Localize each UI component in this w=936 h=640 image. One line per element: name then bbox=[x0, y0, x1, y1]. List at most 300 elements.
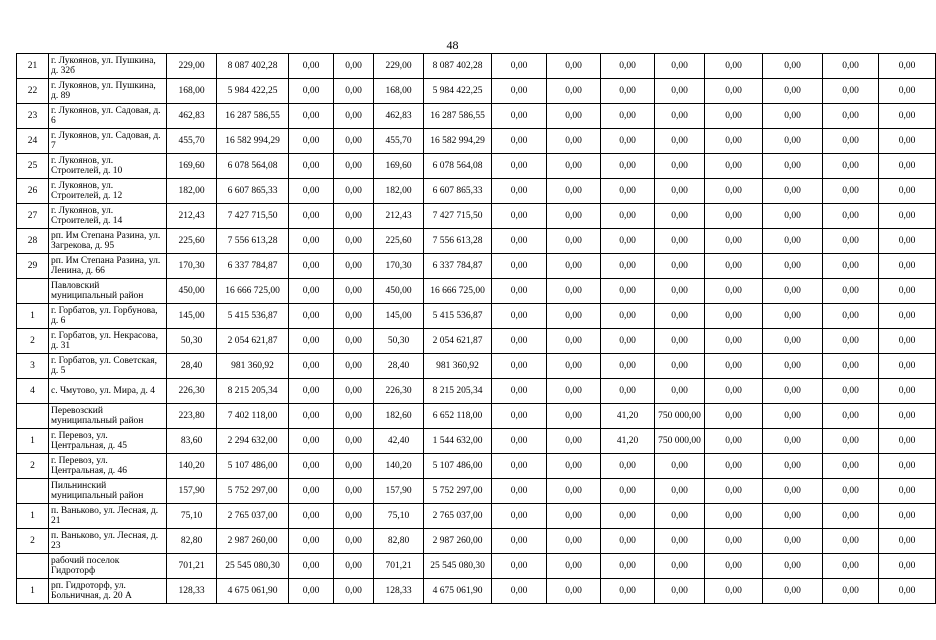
value-cell: 0,00 bbox=[492, 379, 547, 404]
value-cell: 0,00 bbox=[492, 104, 547, 129]
value-cell: 0,00 bbox=[823, 354, 879, 379]
value-cell: 16 582 994,29 bbox=[217, 129, 289, 154]
value-cell: 0,00 bbox=[823, 379, 879, 404]
value-cell: 0,00 bbox=[655, 454, 705, 479]
value-cell: 0,00 bbox=[601, 304, 655, 329]
value-cell: 0,00 bbox=[705, 204, 763, 229]
value-cell: 0,00 bbox=[334, 254, 374, 279]
value-cell: 7 402 118,00 bbox=[217, 404, 289, 429]
value-cell: 0,00 bbox=[492, 404, 547, 429]
value-cell: 8 087 402,28 bbox=[217, 54, 289, 79]
value-cell: 0,00 bbox=[334, 304, 374, 329]
value-cell: 25 545 080,30 bbox=[424, 554, 492, 579]
value-cell: 0,00 bbox=[763, 554, 823, 579]
value-cell: 0,00 bbox=[823, 129, 879, 154]
row-number-cell: 23 bbox=[17, 104, 49, 129]
value-cell: 75,10 bbox=[374, 504, 424, 529]
value-cell: 0,00 bbox=[763, 279, 823, 304]
value-cell: 0,00 bbox=[547, 279, 601, 304]
address-cell: г. Горбатов, ул. Некрасова, д. 31 bbox=[49, 329, 167, 354]
value-cell: 6 078 564,08 bbox=[217, 154, 289, 179]
value-cell: 455,70 bbox=[167, 129, 217, 154]
value-cell: 0,00 bbox=[705, 504, 763, 529]
value-cell: 0,00 bbox=[879, 204, 936, 229]
value-cell: 0,00 bbox=[763, 304, 823, 329]
value-cell: 0,00 bbox=[334, 504, 374, 529]
value-cell: 0,00 bbox=[763, 129, 823, 154]
address-cell: рабочий поселок Гидроторф bbox=[49, 554, 167, 579]
value-cell: 0,00 bbox=[823, 304, 879, 329]
value-cell: 0,00 bbox=[334, 579, 374, 604]
value-cell: 0,00 bbox=[492, 79, 547, 104]
value-cell: 0,00 bbox=[601, 179, 655, 204]
table-row bbox=[17, 229, 936, 254]
value-cell: 0,00 bbox=[655, 579, 705, 604]
value-cell: 5 107 486,00 bbox=[424, 454, 492, 479]
value-cell: 1 544 632,00 bbox=[424, 429, 492, 454]
row-number-cell: 1 bbox=[17, 579, 49, 604]
address-cell: г. Горбатов, ул. Советская, д. 5 bbox=[49, 354, 167, 379]
value-cell: 0,00 bbox=[334, 429, 374, 454]
value-cell: 0,00 bbox=[547, 504, 601, 529]
value-cell: 6 607 865,33 bbox=[424, 179, 492, 204]
value-cell: 41,20 bbox=[601, 404, 655, 429]
value-cell: 0,00 bbox=[655, 154, 705, 179]
value-cell: 0,00 bbox=[289, 429, 334, 454]
value-cell: 7 556 613,28 bbox=[217, 229, 289, 254]
value-cell: 0,00 bbox=[705, 529, 763, 554]
table-row bbox=[17, 429, 936, 454]
value-cell: 0,00 bbox=[823, 229, 879, 254]
value-cell: 170,30 bbox=[374, 254, 424, 279]
value-cell: 0,00 bbox=[289, 354, 334, 379]
value-cell: 0,00 bbox=[705, 179, 763, 204]
value-cell: 182,60 bbox=[374, 404, 424, 429]
address-cell: п. Ваньково, ул. Лесная, д. 21 bbox=[49, 504, 167, 529]
value-cell: 0,00 bbox=[879, 179, 936, 204]
value-cell: 82,80 bbox=[167, 529, 217, 554]
value-cell: 0,00 bbox=[655, 129, 705, 154]
value-cell: 0,00 bbox=[547, 229, 601, 254]
address-cell: Пильнинский муниципальный район bbox=[49, 479, 167, 504]
value-cell: 0,00 bbox=[655, 529, 705, 554]
value-cell: 0,00 bbox=[655, 79, 705, 104]
value-cell: 83,60 bbox=[167, 429, 217, 454]
value-cell: 157,90 bbox=[167, 479, 217, 504]
row-number-cell: 27 bbox=[17, 204, 49, 229]
value-cell: 0,00 bbox=[655, 504, 705, 529]
value-cell: 0,00 bbox=[289, 579, 334, 604]
row-number-cell: 2 bbox=[17, 454, 49, 479]
value-cell: 0,00 bbox=[492, 229, 547, 254]
value-cell: 226,30 bbox=[167, 379, 217, 404]
table-row bbox=[17, 254, 936, 279]
value-cell: 5 984 422,25 bbox=[217, 79, 289, 104]
value-cell: 0,00 bbox=[547, 154, 601, 179]
value-cell: 0,00 bbox=[823, 279, 879, 304]
value-cell: 182,00 bbox=[374, 179, 424, 204]
value-cell: 0,00 bbox=[289, 79, 334, 104]
value-cell: 0,00 bbox=[823, 504, 879, 529]
value-cell: 0,00 bbox=[601, 129, 655, 154]
value-cell: 0,00 bbox=[547, 354, 601, 379]
table-row bbox=[17, 79, 936, 104]
value-cell: 0,00 bbox=[492, 504, 547, 529]
value-cell: 8 215 205,34 bbox=[424, 379, 492, 404]
value-cell: 0,00 bbox=[763, 504, 823, 529]
value-cell: 0,00 bbox=[547, 329, 601, 354]
value-cell: 750 000,00 bbox=[655, 429, 705, 454]
value-cell: 0,00 bbox=[763, 254, 823, 279]
value-cell: 82,80 bbox=[374, 529, 424, 554]
value-cell: 0,00 bbox=[823, 479, 879, 504]
value-cell: 16 666 725,00 bbox=[424, 279, 492, 304]
value-cell: 0,00 bbox=[492, 179, 547, 204]
address-cell: рп. Им Степана Разина, ул. Загрекова, д. 95 bbox=[49, 229, 167, 254]
value-cell: 0,00 bbox=[879, 454, 936, 479]
value-cell: 212,43 bbox=[374, 204, 424, 229]
value-cell: 223,80 bbox=[167, 404, 217, 429]
value-cell: 0,00 bbox=[334, 529, 374, 554]
value-cell: 0,00 bbox=[601, 529, 655, 554]
value-cell: 28,40 bbox=[374, 354, 424, 379]
value-cell: 0,00 bbox=[823, 554, 879, 579]
value-cell: 0,00 bbox=[879, 554, 936, 579]
value-cell: 5 752 297,00 bbox=[217, 479, 289, 504]
value-cell: 0,00 bbox=[705, 79, 763, 104]
value-cell: 0,00 bbox=[879, 254, 936, 279]
address-cell: г. Лукоянов, ул. Садовая, д. 7 bbox=[49, 129, 167, 154]
value-cell: 0,00 bbox=[492, 54, 547, 79]
value-cell: 0,00 bbox=[289, 254, 334, 279]
value-cell: 0,00 bbox=[763, 579, 823, 604]
value-cell: 0,00 bbox=[492, 354, 547, 379]
value-cell: 701,21 bbox=[167, 554, 217, 579]
value-cell: 169,60 bbox=[374, 154, 424, 179]
value-cell: 0,00 bbox=[823, 329, 879, 354]
address-cell: Павловский муниципальный район bbox=[49, 279, 167, 304]
value-cell: 2 765 037,00 bbox=[424, 504, 492, 529]
value-cell: 0,00 bbox=[289, 179, 334, 204]
value-cell: 6 337 784,87 bbox=[217, 254, 289, 279]
value-cell: 0,00 bbox=[601, 479, 655, 504]
value-cell: 2 987 260,00 bbox=[424, 529, 492, 554]
value-cell: 0,00 bbox=[763, 329, 823, 354]
value-cell: 6 337 784,87 bbox=[424, 254, 492, 279]
value-cell: 0,00 bbox=[655, 479, 705, 504]
value-cell: 0,00 bbox=[879, 104, 936, 129]
data-table bbox=[16, 53, 936, 604]
value-cell: 0,00 bbox=[334, 79, 374, 104]
value-cell: 0,00 bbox=[492, 304, 547, 329]
value-cell: 0,00 bbox=[289, 129, 334, 154]
value-cell: 0,00 bbox=[547, 554, 601, 579]
value-cell: 5 107 486,00 bbox=[217, 454, 289, 479]
value-cell: 0,00 bbox=[879, 504, 936, 529]
table-row bbox=[17, 354, 936, 379]
value-cell: 0,00 bbox=[334, 154, 374, 179]
value-cell: 212,43 bbox=[167, 204, 217, 229]
value-cell: 0,00 bbox=[492, 129, 547, 154]
value-cell: 0,00 bbox=[547, 129, 601, 154]
page-number: 48 bbox=[446, 38, 459, 52]
value-cell: 16 287 586,55 bbox=[217, 104, 289, 129]
value-cell: 0,00 bbox=[705, 354, 763, 379]
value-cell: 145,00 bbox=[374, 304, 424, 329]
value-cell: 0,00 bbox=[763, 54, 823, 79]
value-cell: 0,00 bbox=[289, 204, 334, 229]
table-row bbox=[17, 554, 936, 579]
value-cell: 0,00 bbox=[879, 304, 936, 329]
row-number-cell: 4 bbox=[17, 379, 49, 404]
value-cell: 0,00 bbox=[334, 554, 374, 579]
value-cell: 0,00 bbox=[879, 79, 936, 104]
value-cell: 0,00 bbox=[601, 454, 655, 479]
row-number-cell: 26 bbox=[17, 179, 49, 204]
value-cell: 28,40 bbox=[167, 354, 217, 379]
value-cell: 0,00 bbox=[547, 254, 601, 279]
value-cell: 0,00 bbox=[705, 104, 763, 129]
value-cell: 0,00 bbox=[289, 504, 334, 529]
value-cell: 0,00 bbox=[879, 379, 936, 404]
value-cell: 0,00 bbox=[705, 154, 763, 179]
value-cell: 75,10 bbox=[167, 504, 217, 529]
value-cell: 0,00 bbox=[823, 204, 879, 229]
value-cell: 0,00 bbox=[492, 204, 547, 229]
value-cell: 0,00 bbox=[492, 329, 547, 354]
value-cell: 0,00 bbox=[601, 79, 655, 104]
value-cell: 0,00 bbox=[763, 79, 823, 104]
value-cell: 0,00 bbox=[763, 379, 823, 404]
value-cell: 0,00 bbox=[289, 529, 334, 554]
value-cell: 5 415 536,87 bbox=[217, 304, 289, 329]
value-cell: 981 360,92 bbox=[424, 354, 492, 379]
row-number-cell bbox=[17, 479, 49, 504]
value-cell: 450,00 bbox=[374, 279, 424, 304]
value-cell: 0,00 bbox=[492, 429, 547, 454]
value-cell: 0,00 bbox=[601, 154, 655, 179]
value-cell: 0,00 bbox=[823, 579, 879, 604]
row-number-cell: 22 bbox=[17, 79, 49, 104]
value-cell: 0,00 bbox=[547, 104, 601, 129]
address-cell: г. Лукоянов, ул. Садовая, д. 6 bbox=[49, 104, 167, 129]
row-number-cell: 24 bbox=[17, 129, 49, 154]
value-cell: 0,00 bbox=[763, 154, 823, 179]
value-cell: 750 000,00 bbox=[655, 404, 705, 429]
value-cell: 0,00 bbox=[492, 454, 547, 479]
row-number-cell: 28 bbox=[17, 229, 49, 254]
row-number-cell: 2 bbox=[17, 529, 49, 554]
value-cell: 169,60 bbox=[167, 154, 217, 179]
row-number-cell: 3 bbox=[17, 354, 49, 379]
value-cell: 25 545 080,30 bbox=[217, 554, 289, 579]
value-cell: 50,30 bbox=[167, 329, 217, 354]
value-cell: 4 675 061,90 bbox=[217, 579, 289, 604]
table-row bbox=[17, 279, 936, 304]
value-cell: 2 765 037,00 bbox=[217, 504, 289, 529]
value-cell: 0,00 bbox=[823, 79, 879, 104]
value-cell: 6 078 564,08 bbox=[424, 154, 492, 179]
value-cell: 2 987 260,00 bbox=[217, 529, 289, 554]
value-cell: 4 675 061,90 bbox=[424, 579, 492, 604]
value-cell: 0,00 bbox=[879, 479, 936, 504]
value-cell: 0,00 bbox=[823, 429, 879, 454]
value-cell: 0,00 bbox=[655, 254, 705, 279]
value-cell: 0,00 bbox=[655, 329, 705, 354]
value-cell: 6 607 865,33 bbox=[217, 179, 289, 204]
value-cell: 0,00 bbox=[289, 229, 334, 254]
value-cell: 0,00 bbox=[289, 379, 334, 404]
value-cell: 0,00 bbox=[879, 529, 936, 554]
value-cell: 0,00 bbox=[334, 229, 374, 254]
value-cell: 182,00 bbox=[167, 179, 217, 204]
value-cell: 0,00 bbox=[334, 404, 374, 429]
value-cell: 0,00 bbox=[492, 579, 547, 604]
value-cell: 16 666 725,00 bbox=[217, 279, 289, 304]
value-cell: 0,00 bbox=[547, 404, 601, 429]
value-cell: 0,00 bbox=[547, 304, 601, 329]
table-row bbox=[17, 54, 936, 79]
value-cell: 0,00 bbox=[289, 329, 334, 354]
table-row bbox=[17, 504, 936, 529]
value-cell: 0,00 bbox=[547, 454, 601, 479]
value-cell: 0,00 bbox=[601, 504, 655, 529]
value-cell: 0,00 bbox=[289, 54, 334, 79]
table-row bbox=[17, 129, 936, 154]
value-cell: 0,00 bbox=[705, 454, 763, 479]
value-cell: 0,00 bbox=[601, 579, 655, 604]
value-cell: 168,00 bbox=[374, 79, 424, 104]
value-cell: 0,00 bbox=[547, 579, 601, 604]
value-cell: 7 427 715,50 bbox=[217, 204, 289, 229]
value-cell: 0,00 bbox=[879, 154, 936, 179]
table-row bbox=[17, 479, 936, 504]
address-cell: рп. Гидроторф, ул. Больничная, д. 20 А bbox=[49, 579, 167, 604]
value-cell: 0,00 bbox=[334, 379, 374, 404]
value-cell: 5 984 422,25 bbox=[424, 79, 492, 104]
row-number-cell: 29 bbox=[17, 254, 49, 279]
value-cell: 0,00 bbox=[655, 54, 705, 79]
value-cell: 0,00 bbox=[492, 154, 547, 179]
value-cell: 0,00 bbox=[547, 179, 601, 204]
table-row bbox=[17, 529, 936, 554]
value-cell: 0,00 bbox=[547, 479, 601, 504]
value-cell: 0,00 bbox=[705, 479, 763, 504]
address-cell: г. Лукоянов, ул. Пушкина, д. 32б bbox=[49, 54, 167, 79]
value-cell: 170,30 bbox=[167, 254, 217, 279]
value-cell: 0,00 bbox=[823, 454, 879, 479]
value-cell: 0,00 bbox=[601, 379, 655, 404]
value-cell: 0,00 bbox=[601, 329, 655, 354]
value-cell: 0,00 bbox=[879, 429, 936, 454]
value-cell: 0,00 bbox=[601, 104, 655, 129]
value-cell: 145,00 bbox=[167, 304, 217, 329]
value-cell: 0,00 bbox=[601, 254, 655, 279]
value-cell: 455,70 bbox=[374, 129, 424, 154]
table-row bbox=[17, 179, 936, 204]
value-cell: 0,00 bbox=[492, 479, 547, 504]
value-cell: 0,00 bbox=[492, 529, 547, 554]
table-row bbox=[17, 379, 936, 404]
value-cell: 0,00 bbox=[547, 429, 601, 454]
value-cell: 5 752 297,00 bbox=[424, 479, 492, 504]
table-row bbox=[17, 204, 936, 229]
value-cell: 0,00 bbox=[289, 454, 334, 479]
value-cell: 0,00 bbox=[601, 54, 655, 79]
value-cell: 0,00 bbox=[823, 404, 879, 429]
value-cell: 0,00 bbox=[763, 179, 823, 204]
value-cell: 0,00 bbox=[289, 304, 334, 329]
value-cell: 0,00 bbox=[289, 279, 334, 304]
value-cell: 0,00 bbox=[705, 229, 763, 254]
table-row bbox=[17, 154, 936, 179]
address-cell: рп. Им Степана Разина, ул. Ленина, д. 66 bbox=[49, 254, 167, 279]
value-cell: 229,00 bbox=[374, 54, 424, 79]
table-row bbox=[17, 404, 936, 429]
address-cell: г. Лукоянов, ул. Строителей, д. 10 bbox=[49, 154, 167, 179]
value-cell: 0,00 bbox=[705, 429, 763, 454]
value-cell: 0,00 bbox=[334, 479, 374, 504]
value-cell: 0,00 bbox=[763, 404, 823, 429]
value-cell: 0,00 bbox=[879, 404, 936, 429]
value-cell: 0,00 bbox=[655, 229, 705, 254]
value-cell: 701,21 bbox=[374, 554, 424, 579]
value-cell: 0,00 bbox=[705, 254, 763, 279]
row-number-cell bbox=[17, 404, 49, 429]
address-cell: г. Лукоянов, ул. Пушкина, д. 89 bbox=[49, 79, 167, 104]
value-cell: 6 652 118,00 bbox=[424, 404, 492, 429]
value-cell: 0,00 bbox=[705, 404, 763, 429]
value-cell: 0,00 bbox=[705, 554, 763, 579]
value-cell: 0,00 bbox=[601, 354, 655, 379]
row-number-cell: 21 bbox=[17, 54, 49, 79]
value-cell: 0,00 bbox=[492, 254, 547, 279]
value-cell: 0,00 bbox=[289, 479, 334, 504]
value-cell: 0,00 bbox=[655, 379, 705, 404]
value-cell: 0,00 bbox=[705, 379, 763, 404]
value-cell: 0,00 bbox=[879, 579, 936, 604]
value-cell: 0,00 bbox=[823, 154, 879, 179]
address-cell: г. Горбатов, ул. Горбунова, д. 6 bbox=[49, 304, 167, 329]
value-cell: 0,00 bbox=[547, 54, 601, 79]
row-number-cell bbox=[17, 279, 49, 304]
value-cell: 462,83 bbox=[374, 104, 424, 129]
row-number-cell bbox=[17, 554, 49, 579]
value-cell: 0,00 bbox=[334, 104, 374, 129]
value-cell: 0,00 bbox=[334, 454, 374, 479]
value-cell: 0,00 bbox=[705, 279, 763, 304]
value-cell: 7 556 613,28 bbox=[424, 229, 492, 254]
value-cell: 0,00 bbox=[763, 354, 823, 379]
value-cell: 0,00 bbox=[763, 104, 823, 129]
row-number-cell: 1 bbox=[17, 429, 49, 454]
value-cell: 0,00 bbox=[705, 54, 763, 79]
value-cell: 0,00 bbox=[879, 329, 936, 354]
value-cell: 225,60 bbox=[374, 229, 424, 254]
value-cell: 16 287 586,55 bbox=[424, 104, 492, 129]
value-cell: 0,00 bbox=[655, 554, 705, 579]
value-cell: 7 427 715,50 bbox=[424, 204, 492, 229]
value-cell: 0,00 bbox=[823, 529, 879, 554]
value-cell: 0,00 bbox=[655, 204, 705, 229]
value-cell: 0,00 bbox=[655, 279, 705, 304]
value-cell: 0,00 bbox=[655, 179, 705, 204]
value-cell: 462,83 bbox=[167, 104, 217, 129]
value-cell: 0,00 bbox=[763, 429, 823, 454]
table-row bbox=[17, 454, 936, 479]
value-cell: 42,40 bbox=[374, 429, 424, 454]
value-cell: 16 582 994,29 bbox=[424, 129, 492, 154]
